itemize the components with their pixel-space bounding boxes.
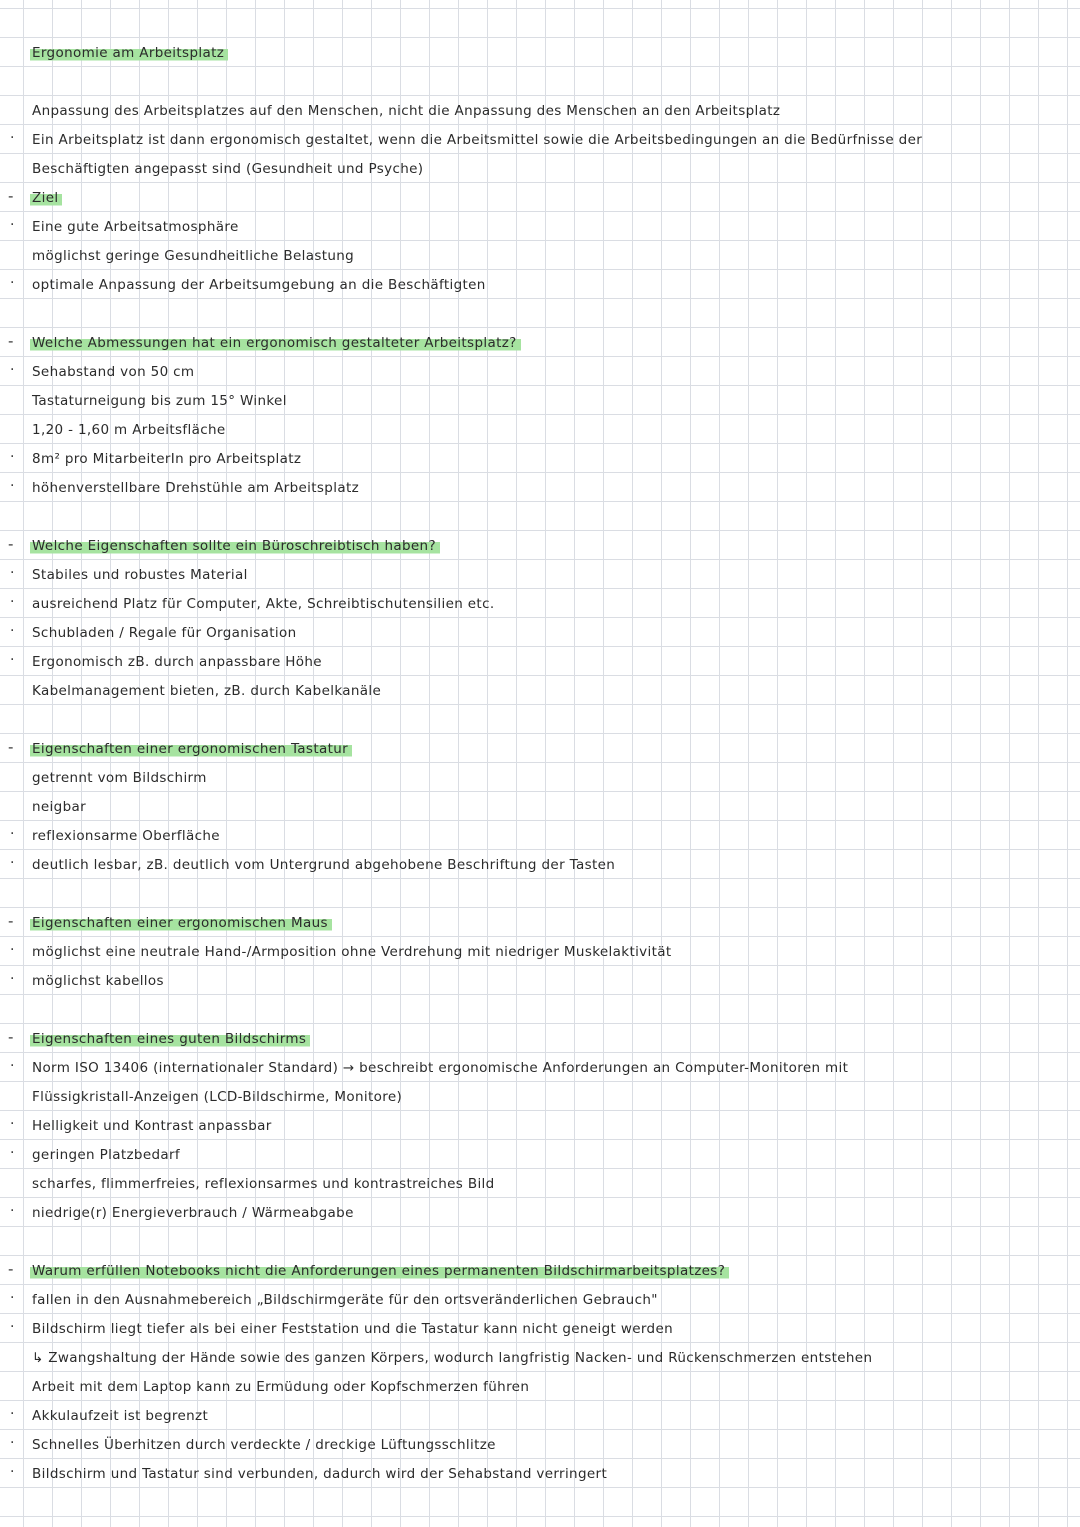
bullet-marker: · — [10, 1290, 15, 1306]
heading-text: Ziel — [30, 188, 62, 208]
note-line — [0, 96, 1080, 125]
bullet-marker: · — [10, 1058, 15, 1074]
bullet-marker: · — [10, 1435, 15, 1451]
note-line — [0, 1082, 1080, 1111]
dash-marker: - — [8, 912, 14, 930]
bullet-marker: · — [10, 942, 15, 958]
line-text: Kabelmanagement bieten, zB. durch Kabelkanäle — [32, 683, 382, 699]
bullet-marker: · — [10, 855, 15, 871]
note-line — [0, 386, 1080, 415]
note-line — [0, 618, 1080, 647]
line-text: möglichst geringe Gesundheitliche Belastung — [32, 248, 355, 264]
line-text: ↳ Zwangshaltung der Hände sowie des ganzen Körpers, wodurch langfristig Nacken- und Rückenschmerzen entstehen — [32, 1350, 873, 1366]
heading-text: Eigenschaften einer ergonomischen Tastatur — [30, 739, 352, 759]
bullet-marker: · — [10, 1203, 15, 1219]
note-heading — [0, 908, 1080, 937]
note-line — [0, 589, 1080, 618]
note-line — [0, 821, 1080, 850]
note-line — [0, 125, 1080, 154]
line-text: Stabiles und robustes Material — [32, 567, 248, 583]
note-line — [0, 1169, 1080, 1198]
note-line — [0, 473, 1080, 502]
note-heading — [0, 531, 1080, 560]
heading-text: Eigenschaften eines guten Bildschirms — [30, 1029, 310, 1049]
bullet-marker: · — [10, 1319, 15, 1335]
note-line — [0, 241, 1080, 270]
bullet-marker: · — [10, 1406, 15, 1422]
bullet-marker: · — [10, 1116, 15, 1132]
line-text: Anpassung des Arbeitsplatzes auf den Menschen, nicht die Anpassung des Menschen an den Arbeitsplatz — [32, 103, 781, 119]
line-text: Schnelles Überhitzen durch verdeckte / dreckige Lüftungsschlitze — [32, 1437, 496, 1453]
note-line — [0, 1372, 1080, 1401]
line-text: scharfes, flimmerfreies, reflexionsarmes und kontrastreiches Bild — [32, 1176, 495, 1192]
blank-line — [0, 299, 1080, 328]
bullet-marker: · — [10, 971, 15, 987]
heading-text: Welche Eigenschaften sollte ein Büroschreibtisch haben? — [30, 536, 440, 556]
blank-line — [0, 1227, 1080, 1256]
line-text: Helligkeit und Kontrast anpassbar — [32, 1118, 272, 1134]
line-text: optimale Anpassung der Arbeitsumgebung an die Beschäftigten — [32, 277, 486, 293]
note-line — [0, 850, 1080, 879]
line-text: Bildschirm liegt tiefer als bei einer Feststation und die Tastatur kann nicht geneigt werden — [32, 1321, 674, 1337]
blank-line — [0, 879, 1080, 908]
note-line — [0, 1430, 1080, 1459]
note-heading — [0, 328, 1080, 357]
line-text: 1,20 - 1,60 m Arbeitsfläche — [32, 422, 226, 438]
line-text: möglichst kabellos — [32, 973, 164, 989]
note-line — [0, 1285, 1080, 1314]
note-line — [0, 415, 1080, 444]
blank-line — [0, 67, 1080, 96]
line-text: möglichst eine neutrale Hand-/Armposition ohne Verdrehung mit niedriger Muskelaktivität — [32, 944, 672, 960]
line-text: Ergonomisch zB. durch anpassbare Höhe — [32, 654, 322, 670]
note-line — [0, 676, 1080, 705]
note-line — [0, 1314, 1080, 1343]
bullet-marker: · — [10, 217, 15, 233]
line-text: geringen Platzbedarf — [32, 1147, 181, 1163]
line-text: höhenverstellbare Drehstühle am Arbeitsplatz — [32, 480, 360, 496]
note-line — [0, 357, 1080, 386]
heading-text: Eigenschaften einer ergonomischen Maus — [30, 913, 332, 933]
blank-line — [0, 502, 1080, 531]
dash-marker: - — [8, 332, 14, 350]
dash-marker: - — [8, 535, 14, 553]
note-line — [0, 1140, 1080, 1169]
note-line — [0, 792, 1080, 821]
note-line — [0, 1053, 1080, 1082]
line-text: Arbeit mit dem Laptop kann zu Ermüdung oder Kopfschmerzen führen — [32, 1379, 530, 1395]
note-line — [0, 154, 1080, 183]
heading-text: Warum erfüllen Notebooks nicht die Anforderungen eines permanenten Bildschirmarbeitsplatzes? — [30, 1261, 729, 1281]
bullet-marker: · — [10, 1464, 15, 1480]
bullet-marker: · — [10, 826, 15, 842]
bullet-marker: · — [10, 130, 15, 146]
line-text: 8m² pro MitarbeiterIn pro Arbeitsplatz — [32, 451, 302, 467]
bullet-marker: · — [10, 362, 15, 378]
line-text: deutlich lesbar, zB. deutlich vom Untergrund abgehobene Beschriftung der Tasten — [32, 857, 616, 873]
note-line — [0, 763, 1080, 792]
line-text: Beschäftigten angepasst sind (Gesundheit und Psyche) — [32, 161, 424, 177]
line-text: niedrige(r) Energieverbrauch / Wärmeabgabe — [32, 1205, 354, 1221]
line-text: fallen in den Ausnahmebereich „Bildschirmgeräte für den ortsveränderlichen Gebrauch" — [32, 1292, 658, 1308]
note-line — [0, 444, 1080, 473]
line-text: Flüssigkristall-Anzeigen (LCD-Bildschirme, Monitore) — [32, 1089, 403, 1105]
line-text: Eine gute Arbeitsatmosphäre — [32, 219, 239, 235]
bullet-marker: · — [10, 623, 15, 639]
note-heading — [0, 734, 1080, 763]
line-text: ausreichend Platz für Computer, Akte, Schreibtischutensilien etc. — [32, 596, 495, 612]
dash-marker: - — [8, 187, 14, 205]
note-line — [0, 1459, 1080, 1488]
dash-marker: - — [8, 1260, 14, 1278]
line-text: neigbar — [32, 799, 87, 815]
bullet-marker: · — [10, 594, 15, 610]
line-text: Tastaturneigung bis zum 15° Winkel — [32, 393, 287, 409]
note-line — [0, 560, 1080, 589]
line-text: Schubladen / Regale für Organisation — [32, 625, 297, 641]
bullet-marker: · — [10, 565, 15, 581]
dash-marker: - — [8, 1028, 14, 1046]
note-heading — [0, 38, 1080, 67]
note-line — [0, 1111, 1080, 1140]
note-line — [0, 212, 1080, 241]
note-line — [0, 270, 1080, 299]
note-line — [0, 1198, 1080, 1227]
note-line — [0, 966, 1080, 995]
line-text: Sehabstand von 50 cm — [32, 364, 195, 380]
bullet-marker: · — [10, 652, 15, 668]
line-text: Norm ISO 13406 (internationaler Standard) → beschreibt ergonomische Anforderungen an Computer-Monitoren mit — [32, 1060, 849, 1076]
line-text: Akkulaufzeit ist begrenzt — [32, 1408, 209, 1424]
note-heading — [0, 1256, 1080, 1285]
heading-text: Ergonomie am Arbeitsplatz — [30, 43, 228, 63]
note-line — [0, 1343, 1080, 1372]
note-heading — [0, 1024, 1080, 1053]
bullet-marker: · — [10, 478, 15, 494]
line-text: getrennt vom Bildschirm — [32, 770, 207, 786]
note-heading — [0, 183, 1080, 212]
bullet-marker: · — [10, 449, 15, 465]
line-text: reflexionsarme Oberfläche — [32, 828, 220, 844]
heading-text: Welche Abmessungen hat ein ergonomisch gestalteter Arbeitsplatz? — [30, 333, 521, 353]
blank-line — [0, 705, 1080, 734]
bullet-marker: · — [10, 1145, 15, 1161]
line-text: Ein Arbeitsplatz ist dann ergonomisch gestaltet, wenn die Arbeitsmittel sowie die Arbeitsbedingungen an die Bedürfnisse der — [32, 132, 923, 148]
blank-line — [0, 995, 1080, 1024]
note-line — [0, 1401, 1080, 1430]
note-line — [0, 937, 1080, 966]
line-text: Bildschirm und Tastatur sind verbunden, dadurch wird der Sehabstand verringert — [32, 1466, 608, 1482]
note-line — [0, 647, 1080, 676]
bullet-marker: · — [10, 275, 15, 291]
dash-marker: - — [8, 738, 14, 756]
